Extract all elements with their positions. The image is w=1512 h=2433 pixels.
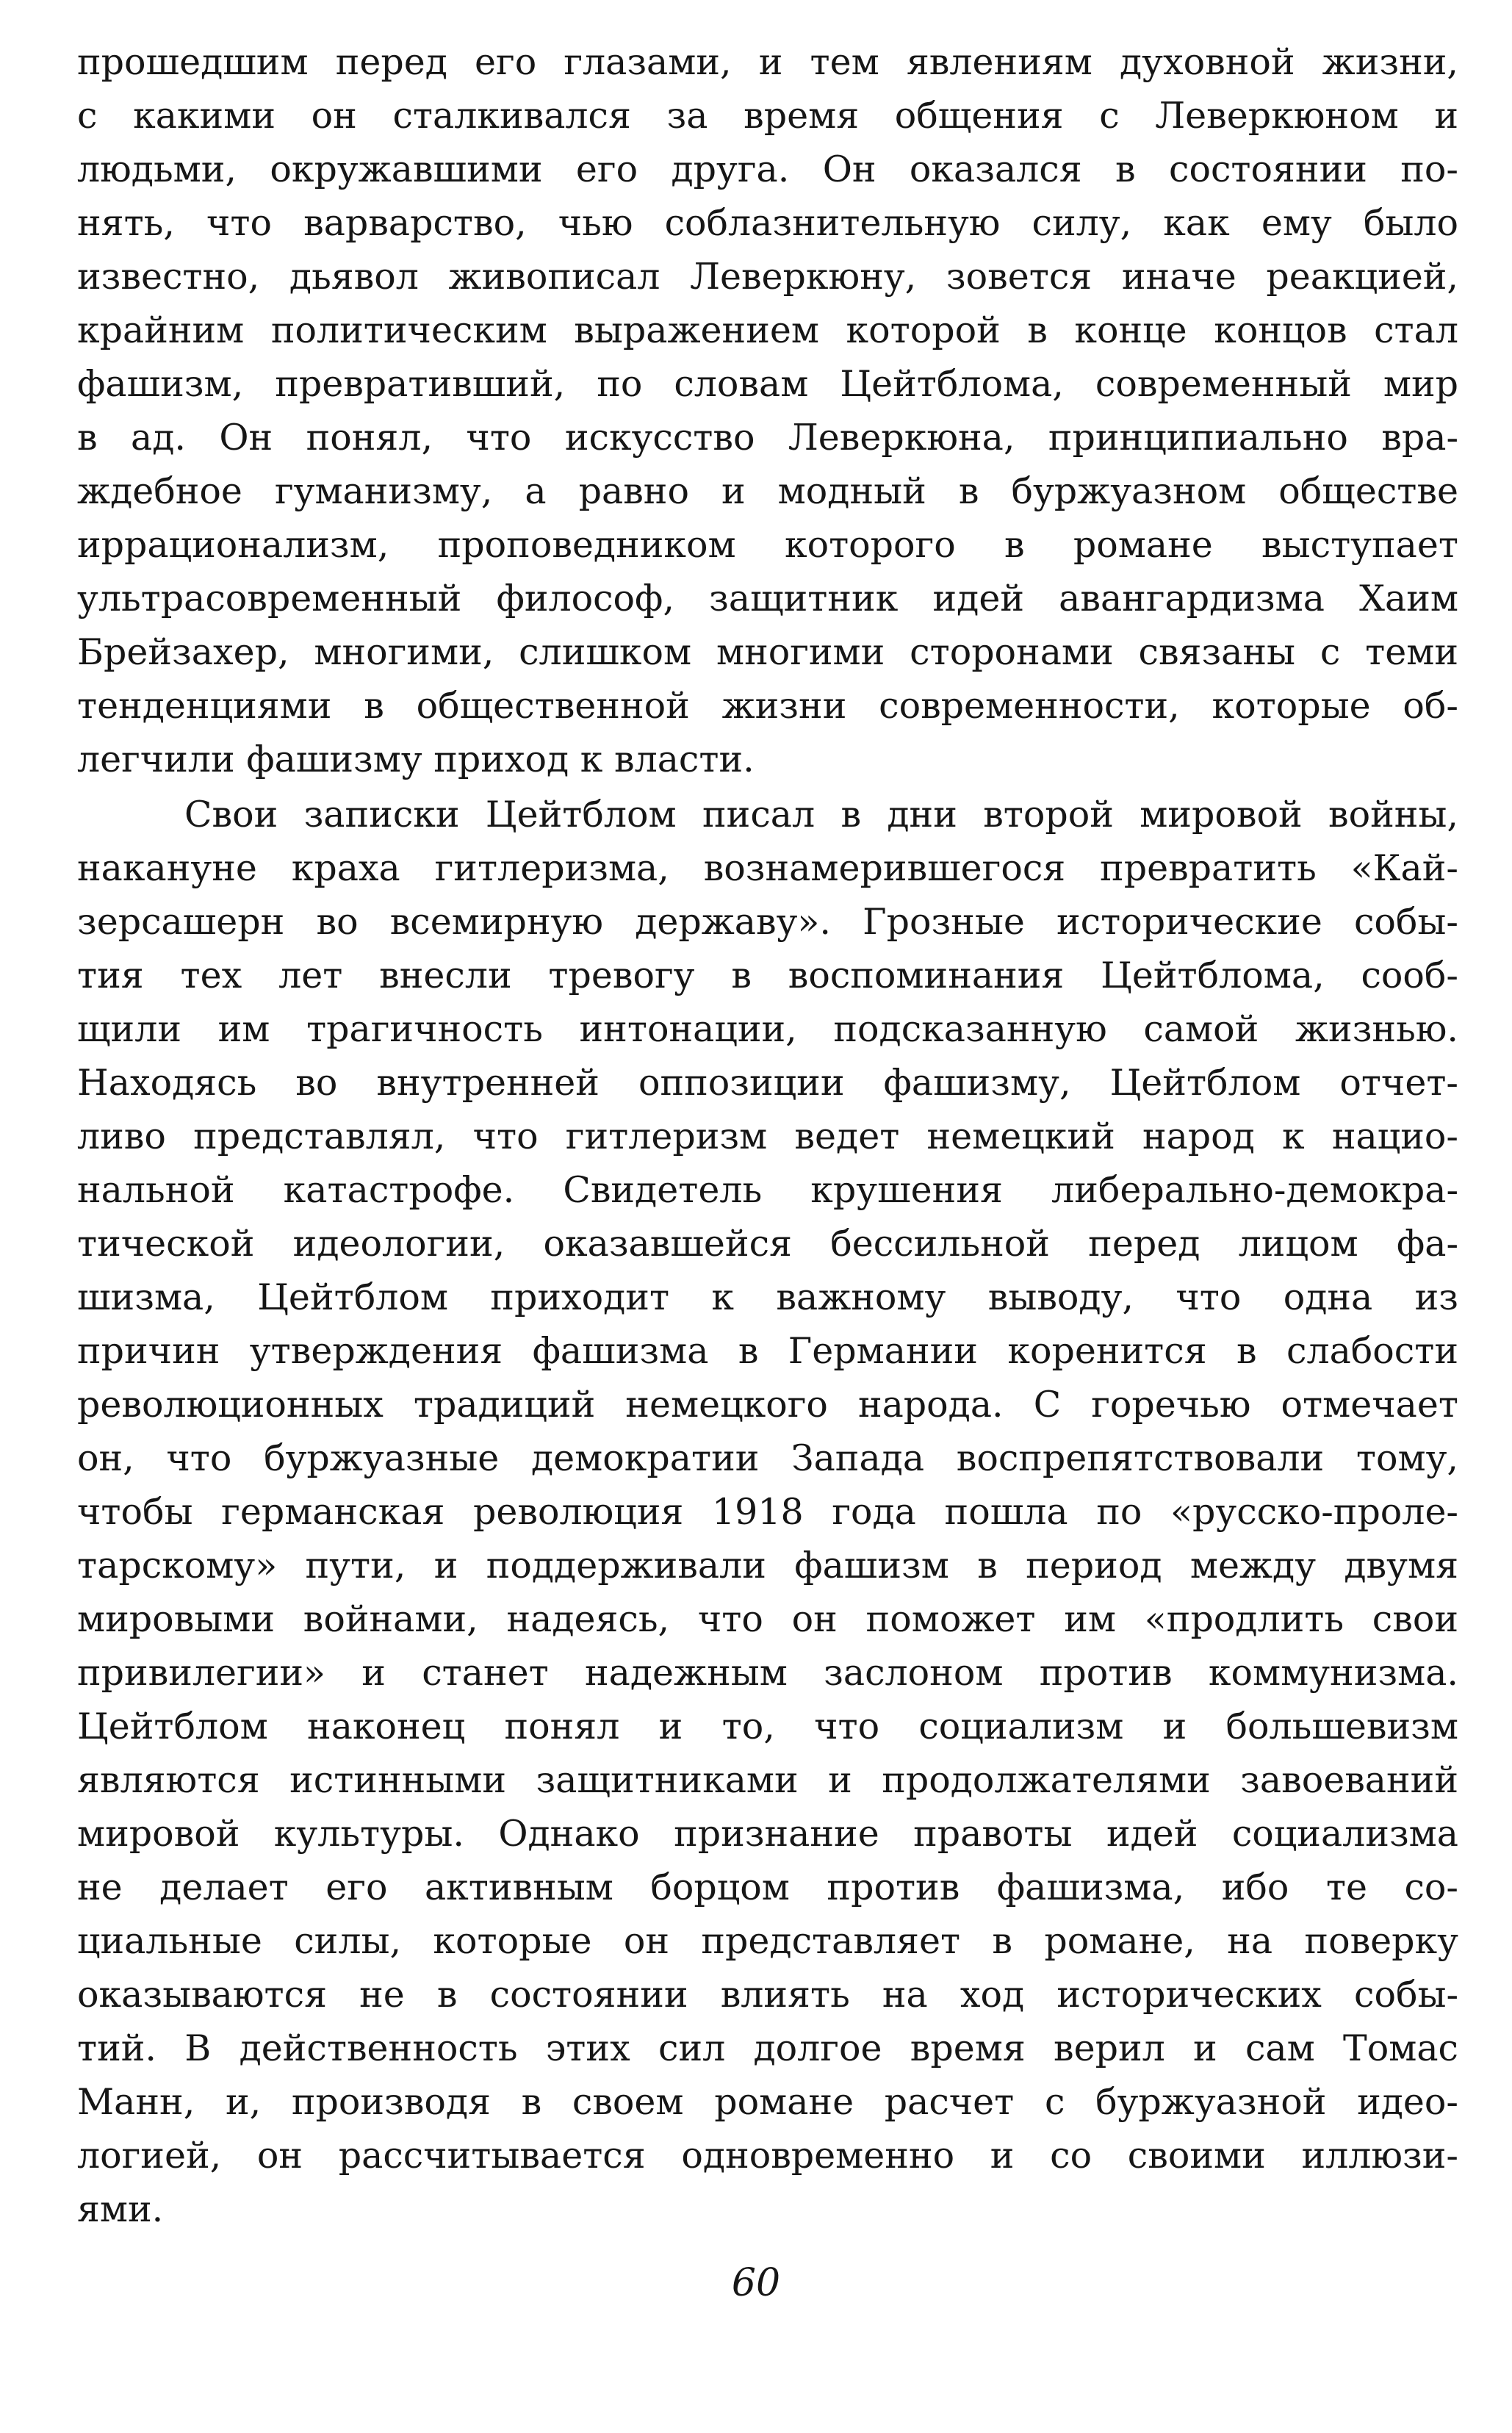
- text-line: революционных традиций немецкого народа. С горечью отмечает: [77, 1384, 1458, 1426]
- text-line: Находясь во внутренней оппозиции фашизму, Цейтблом отчет-: [77, 1062, 1458, 1104]
- text-line: не делает его активным борцом против фашизма, ибо те со-: [77, 1866, 1458, 1908]
- text-line: зерсашерн во всемирную державу». Грозные исторические собы-: [77, 901, 1458, 943]
- text-line: Брейзахер, многими, слишком многими сторонами связаны с теми: [77, 631, 1458, 673]
- text-line: чтобы германская революция 1918 года пошла по «русско-проле-: [77, 1491, 1458, 1533]
- text-line: известно, дьявол живописал Леверкюну, зовется иначе реакцией,: [77, 256, 1458, 298]
- text-line: ливо представлял, что гитлеризм ведет немецкий народ к нацио-: [77, 1115, 1458, 1157]
- text-line: накануне краха гитлеризма, вознамерившегося превратить «Кай-: [77, 847, 1458, 889]
- text-line: являются истинными защитниками и продолжателями завоеваний: [77, 1759, 1458, 1801]
- text-line: с какими он сталкивался за время общения с Леверкюном и: [77, 95, 1458, 137]
- text-line: причин утверждения фашизма в Германии коренится в слабости: [77, 1330, 1458, 1372]
- text-line: тарскому» пути, и поддерживали фашизм в период между двумя: [77, 1545, 1458, 1586]
- text-line: нальной катастрофе. Свидетель крушения либерально-демокра-: [77, 1169, 1458, 1211]
- text-line: Свои записки Цейтблом писал в дни второй мировой войны,: [184, 794, 1458, 835]
- text-line: шизма, Цейтблом приходит к важному выводу, что одна из: [77, 1276, 1458, 1318]
- text-line: щили им трагичность интонации, подсказанную самой жизнью.: [77, 1008, 1458, 1050]
- text-line: привилегии» и станет надежным заслоном против коммунизма.: [77, 1652, 1458, 1694]
- text-line: фашизм, превративший, по словам Цейтблома, современный мир: [77, 363, 1458, 405]
- text-line: прошедшим перед его глазами, и тем явлениям духовной жизни,: [77, 41, 1458, 83]
- text-line: он, что буржуазные демократии Запада воспрепятствовали тому,: [77, 1437, 1458, 1479]
- text-line: мировыми войнами, надеясь, что он поможет им «продлить свои: [77, 1598, 1458, 1640]
- text-line: нять, что варварство, чью соблазнительную силу, как ему было: [77, 202, 1458, 244]
- text-line: тий. В действенность этих сил долгое время верил и сам Томас: [77, 2027, 1458, 2069]
- text-line: людьми, окружавшими его друга. Он оказался в состоянии по-: [77, 148, 1458, 190]
- text-line: ями.: [77, 2188, 164, 2230]
- paragraph-continuation: [77, 35, 1458, 786]
- text-line: легчили фашизму приход к власти.: [77, 738, 755, 780]
- text-line: ждебное гуманизму, а равно и модный в буржуазном обществе: [77, 470, 1458, 512]
- text-line: крайним политическим выражением которой в конце концов стал: [77, 309, 1458, 351]
- page-number: 60: [731, 2261, 781, 2305]
- text-line: оказываются не в состоянии влиять на ход исторических собы-: [77, 1974, 1458, 2016]
- text-line: Цейтблом наконец понял и то, что социализм и большевизм: [77, 1706, 1458, 1747]
- text-line: тия тех лет внесли тревогу в воспоминания Цейтблома, сооб-: [77, 955, 1458, 996]
- text-line: ультрасовременный философ, защитник идей авангардизма Хаим: [77, 578, 1458, 619]
- text-line: тенденциями в общественной жизни современности, которые об-: [77, 685, 1458, 727]
- paragraph-tseitblom-notes: [77, 788, 1458, 2236]
- text-line: иррационализм, проповедником которого в романе выступает: [77, 524, 1458, 566]
- text-line: циальные силы, которые он представляет в романе, на поверку: [77, 1920, 1458, 1962]
- text-line: мировой культуры. Однако признание правоты идей социализма: [77, 1813, 1458, 1855]
- text-line: Манн, и, производя в своем романе расчет с буржуазной идео-: [77, 2081, 1458, 2123]
- text-line: тической идеологии, оказавшейся бессильной перед лицом фа-: [77, 1223, 1458, 1265]
- text-line: логией, он рассчитывается одновременно и со своими иллюзи-: [77, 2135, 1458, 2177]
- text-line: в ад. Он понял, что искусство Леверкюна, принципиально вра-: [77, 417, 1458, 459]
